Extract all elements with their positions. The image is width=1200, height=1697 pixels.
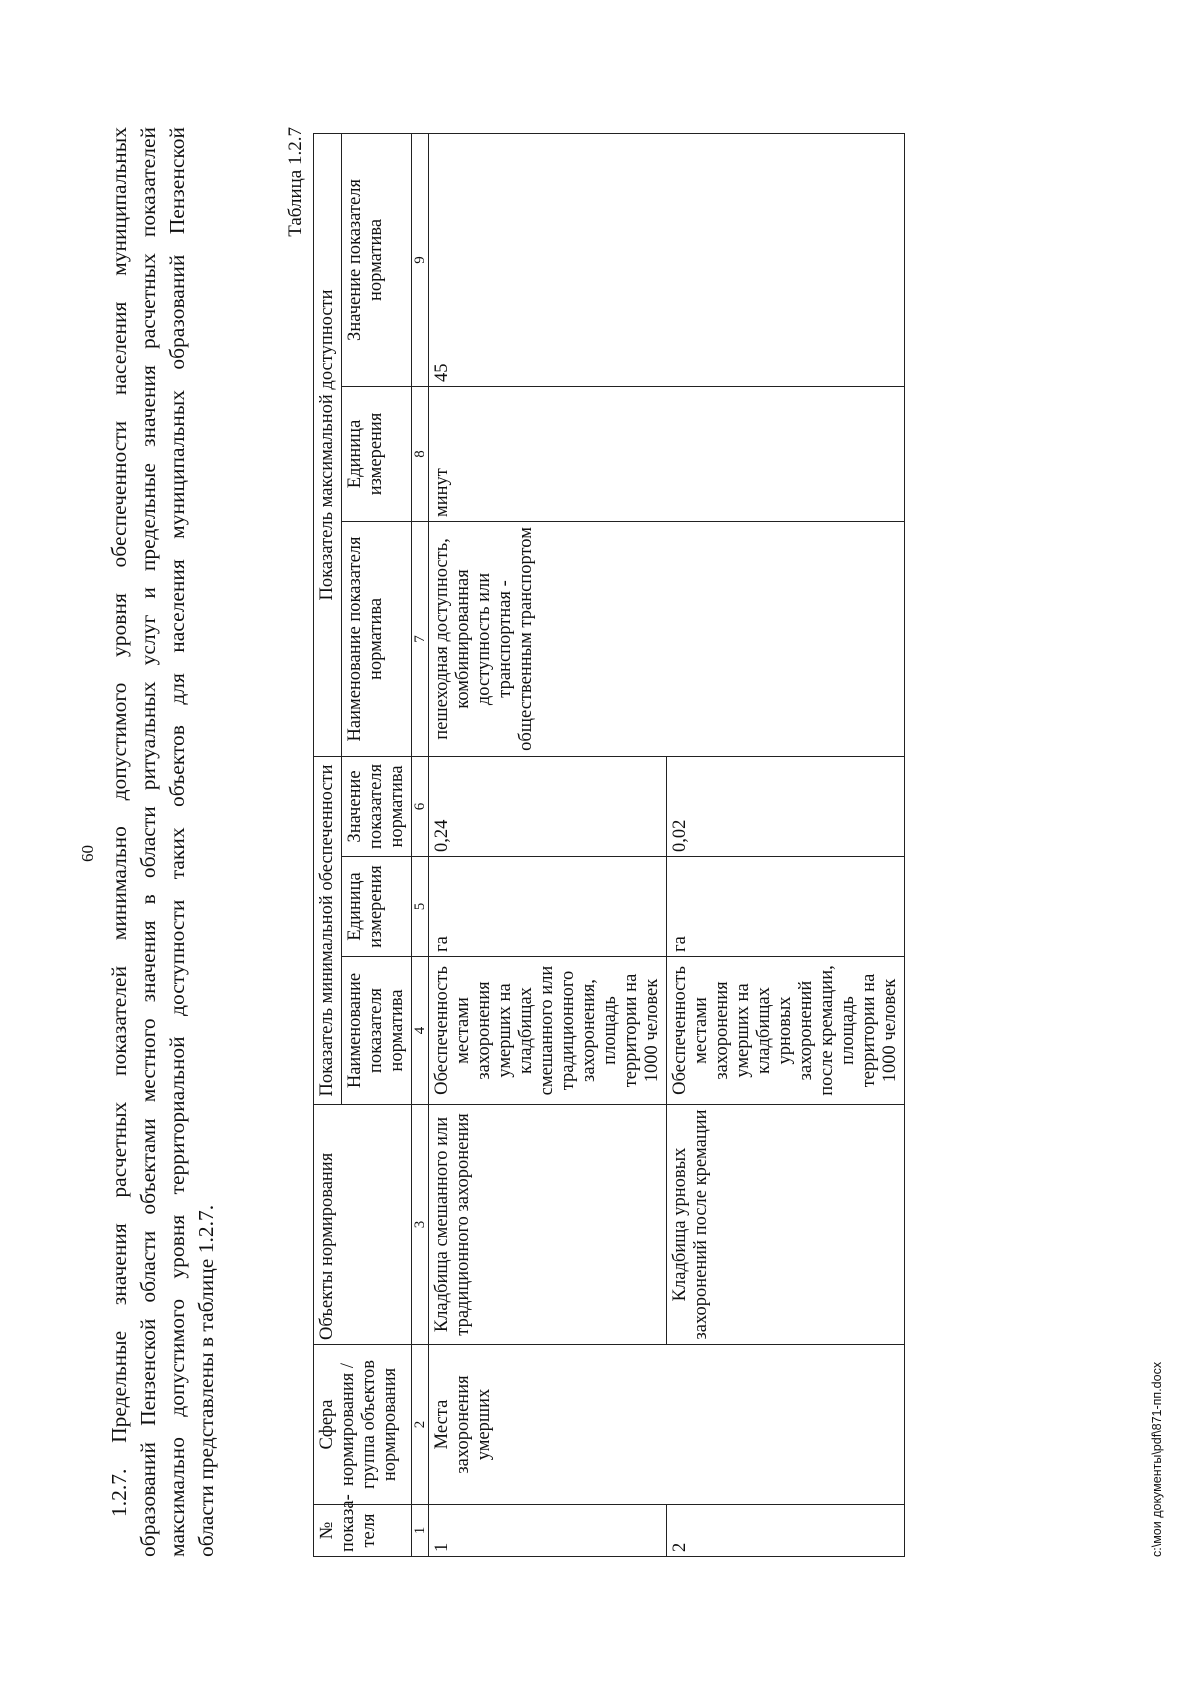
column-number: 4 <box>412 957 429 1105</box>
norms-table <box>313 133 905 1557</box>
header-objects: Объекты нормирования <box>314 1105 412 1345</box>
column-number-row <box>412 133 429 1556</box>
header-max-unit: Единица измерения <box>342 386 412 521</box>
row-min-value: 0,02 <box>667 756 905 856</box>
row-min-value: 0,24 <box>429 756 667 856</box>
row-min-name: Обеспеченность местами захоронения умерших на кладбищах смешанного или традиционного захоронения, площадь территории на 1000 человек <box>429 957 667 1105</box>
header-sphere: Сфера нормирования / группа объектов нормирования <box>314 1345 412 1505</box>
row-min-unit: га <box>429 857 667 957</box>
row-sphere: Места захоронения умерших <box>429 1345 905 1505</box>
header-row-1 <box>314 133 342 1556</box>
intro-paragraph <box>105 127 221 1557</box>
intro-line: области представлены в таблице 1.2.7. <box>194 1204 218 1557</box>
header-num: № показа-теля <box>314 1505 412 1557</box>
row-max-name: пешеходная доступность, комбинированная доступность или транспортная - общественным транспортом <box>429 521 905 756</box>
header-max-name: Наименование показателя норматива <box>342 521 412 756</box>
row-max-value: 45 <box>429 133 905 386</box>
table-row <box>429 133 667 1556</box>
header-max-value: Значение показателя норматива <box>342 133 412 386</box>
intro-line: 1.2.7. Предельные значения расчетных показателей минимально допустимого уровня обеспеченности населения муниципальных <box>107 127 131 1517</box>
footer-path: c:\мои документы\pdf\871-пп.docx <box>1150 1361 1164 1557</box>
column-number: 7 <box>412 521 429 756</box>
row-num: 2 <box>667 1505 905 1557</box>
column-number: 8 <box>412 386 429 521</box>
intro-line: образований Пензенской области объектами местного значения в области ритуальных услуг и предельные значения расчетных показателей <box>136 127 160 1557</box>
intro-line: максимально допустимого уровня территориальной доступности таких объектов для населения муниципальных образований Пензенской <box>165 127 189 1557</box>
column-number: 5 <box>412 857 429 957</box>
page-number: 60 <box>78 845 97 862</box>
header-group-max: Показатель максимальной доступности <box>314 133 342 756</box>
header-min-unit: Единица измерения <box>342 857 412 957</box>
row-object: Кладбища смешанного или традиционного захоронения <box>429 1105 667 1345</box>
column-number: 9 <box>412 133 429 386</box>
row-num: 1 <box>429 1505 667 1557</box>
row-min-name: Обеспеченность местами захоронения умерших на кладбищах урновых захоронений после кремации, площадь территории на 1000 человек <box>667 957 905 1105</box>
row-min-unit: га <box>667 857 905 957</box>
row-object: Кладбища урновых захоронений после кремации <box>667 1105 905 1345</box>
header-min-value: Значение показателя норматива <box>342 756 412 856</box>
column-number: 1 <box>412 1505 429 1557</box>
table-caption: Таблица 1.2.7 <box>285 127 306 237</box>
header-group-min: Показатель минимальной обеспеченности <box>314 756 342 1104</box>
column-number: 2 <box>412 1345 429 1505</box>
header-min-name: Наименование показателя норматива <box>342 957 412 1105</box>
column-number: 3 <box>412 1105 429 1345</box>
row-max-unit: минут <box>429 386 905 521</box>
column-number: 6 <box>412 756 429 856</box>
